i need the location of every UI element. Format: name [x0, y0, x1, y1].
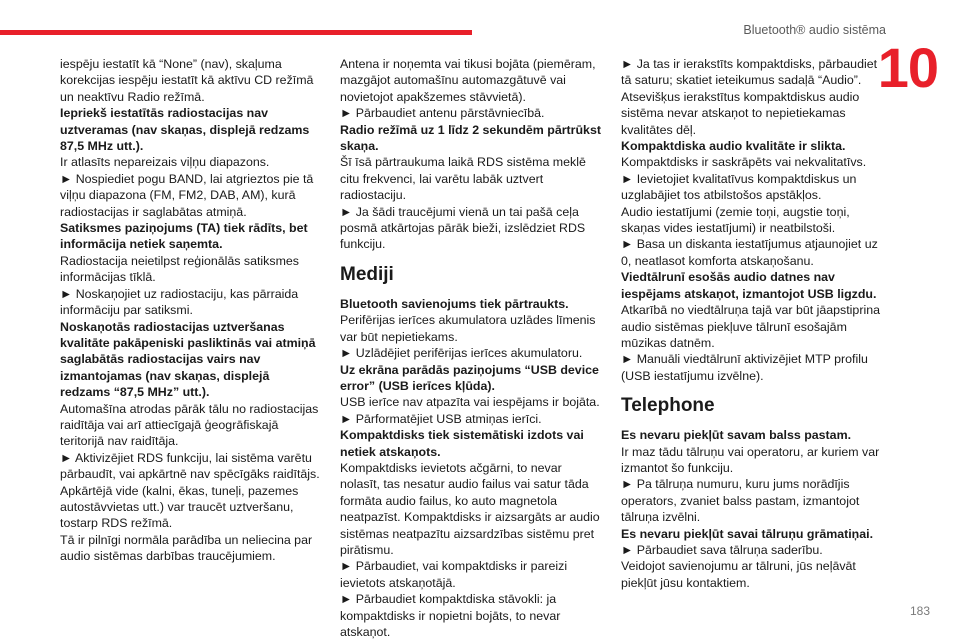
problem-heading: Noskaņotās radiostacijas uztveršanas kvalitāte pakāpeniski pasliktinās vai atmiņā saglabātās radiostacijas vairs nav izmantojamas (nav skaņas, displejā redzams “87,5 MHz” utt.).: [60, 319, 316, 400]
section-title: Bluetooth® audio sistēma: [743, 23, 886, 37]
body-paragraph: Tā ir pilnīgi normāla parādība un neliecina par audio sistēmas darbības traucējumiem.: [60, 532, 313, 564]
body-paragraph: ► Uzlādējiet perifērijas ierīces akumulatoru.: [340, 346, 583, 361]
body-paragraph: ► Nospiediet pogu BAND, lai atgrieztos pie tā viļņu diapazona (FM, FM2, DAB, AM), kurā radiostacijas ir saglabātas atmiņā.: [60, 171, 314, 219]
problem-heading: Es nevaru piekļūt savai tālruņu grāmatiņai.: [621, 526, 874, 541]
body-paragraph: Radiostacija neietilpst reģionālās satiksmes informācijas tīklā.: [60, 253, 299, 285]
problem-heading: Uz ekrāna parādās paziņojums “USB device error” (USB ierīces kļūda).: [340, 362, 599, 393]
body-paragraph: ► Pārbaudiet kompaktdiska stāvokli: ja kompaktdisks ir nopietni bojāts, to nevar atskaņot.: [340, 592, 561, 639]
problem-heading: Satiksmes paziņojums (TA) tiek rādīts, bet informācija netiek saņemta.: [60, 221, 308, 252]
section-heading: Telephone: [621, 395, 715, 417]
body-paragraph: iespēju iestatīt kā “None” (nav), skaļuma korekcijas iespēju iestatīt kā aktīvu CD režīmā un neaktīvu Radio režīmā.: [60, 57, 314, 104]
page-number: 183: [909, 604, 930, 618]
body-paragraph: ► Noskaņojiet uz radiostaciju, kas pārraida informāciju par satiksmi.: [60, 286, 299, 318]
body-paragraph: Veidojot savienojumu ar tālruni, jūs neļāvāt piekļūt jūsu kontaktiem.: [621, 559, 856, 590]
text-column-3: [621, 56, 883, 591]
body-paragraph: ► Pārbaudiet antenu pārstāvniecībā.: [340, 106, 545, 121]
body-paragraph: Automašīna atrodas pārāk tālu no radiostacijas raidītāja vai arī attiecīgajā ģeogrāfiskajā teritorijā nav raidītāja.: [60, 401, 319, 449]
body-paragraph: ► Pārformatējiet USB atmiņas ierīci.: [340, 411, 542, 426]
text-column-1: [60, 56, 322, 565]
body-paragraph: ► Ja šādi traucējumi vienā un tai pašā ceļa posmā atkārtojas pārāk bieži, izslēdziet RDS funkciju.: [340, 204, 586, 252]
body-paragraph: Audio iestatījumi (zemie toņi, augstie toņi, skaņas vides iestatījumi) ir neatbilstoši.: [621, 204, 850, 236]
chapter-number: 10: [877, 36, 938, 99]
section-heading: Mediji: [340, 263, 394, 285]
body-paragraph: Ir atlasīts nepareizais viļņu diapazons.: [60, 155, 270, 170]
text-column-2: [340, 56, 602, 640]
body-paragraph: Atkarībā no viedtālruņa tajā var būt jāapstiprina audio sistēmas piekļuve tālrunī esošajām mūzikas datnēm.: [621, 303, 880, 350]
body-paragraph: Atsevišķus ierakstītus kompaktdiskus audio sistēma nevar atskaņot to nepietiekamas kvalitātes dēļ.: [621, 89, 860, 137]
body-paragraph: ► Pa tālruņa numuru, kuru jums norādījis operators, zvaniet balss pastam, izmantojot tālruņa izvēlni.: [621, 477, 860, 525]
body-paragraph: ► Pārbaudiet, vai kompaktdisks ir pareizi ievietots atskaņotājā.: [340, 559, 568, 590]
body-paragraph: ► Ja tas ir ierakstīts kompaktdisks, pārbaudiet tā saturu; skatiet ieteikumus sadaļā “Audio”.: [621, 57, 878, 88]
body-paragraph: ► Aktivizējiet RDS funkciju, lai sistēma varētu pārbaudīt, vai apkārtnē nav spēcīgāks raidītājs.: [60, 450, 320, 482]
body-paragraph: ► Manuāli viedtālrunī aktivizējiet MTP profilu (USB iestatījumu izvēlne).: [621, 352, 868, 383]
body-paragraph: Kompaktdisks ir saskrāpēts vai nekvalitatīvs.: [621, 155, 867, 170]
problem-heading: Viedtālrunī esošās audio datnes nav iespējams atskaņot, izmantojot USB ligzdu.: [621, 270, 877, 301]
problem-heading: Es nevaru piekļūt savam balss pastam.: [621, 428, 852, 443]
body-paragraph: ► Basa un diskanta iestatījumus atjaunojiet uz 0, neatlasot komforta atskaņošanu.: [621, 237, 878, 268]
header-accent-bar: [0, 30, 472, 35]
problem-heading: Bluetooth savienojums tiek pārtraukts.: [340, 296, 569, 311]
body-paragraph: Šī īsā pārtraukuma laikā RDS sistēma meklē citu frekvenci, lai varētu labāk uztvert radiostaciju.: [340, 155, 586, 203]
problem-heading: Iepriekš iestatītās radiostacijas nav uztveramas (nav skaņas, displejā redzams 87,5 MHz utt.).: [60, 106, 310, 154]
body-paragraph: Kompaktdisks ievietots ačgārni, to nevar nolasīt, tas nesatur audio failus vai satur tāda formāta audio failus, ko auto magnetola neatpazīst. Kompaktdisks ir aizsargāts ar audio sistēmas neatpazītu aizsardzības sistēmu pret pirātismu.: [340, 460, 600, 557]
problem-heading: Radio režīmā uz 1 līdz 2 sekundēm pārtrūkst skaņa.: [340, 122, 601, 154]
body-paragraph: ► Ievietojiet kvalitatīvus kompaktdiskus un uzglabājiet tos atbilstošos apstākļos.: [621, 171, 857, 203]
body-paragraph: Ir maz tādu tālruņu vai operatoru, ar kuriem var izmantot šo funkciju.: [621, 444, 880, 475]
body-paragraph: ► Pārbaudiet sava tālruņa saderību.: [621, 542, 823, 557]
body-paragraph: Antena ir noņemta vai tikusi bojāta (piemēram, mazgājot automašīnu automazgātuvē vai novietojot apakšzemes stāvvietā).: [340, 57, 596, 104]
body-paragraph: Apkārtējā vide (kalni, ēkas, tuneļi, pazemes autostāvvietas utt.) var traucēt uztveršanu, tostarp RDS režīmā.: [60, 483, 299, 531]
problem-heading: Kompaktdisks tiek sistemātiski izdots vai netiek atskaņots.: [340, 428, 584, 459]
body-paragraph: USB ierīce nav atpazīta vai iespējams ir bojāta.: [340, 395, 600, 410]
problem-heading: Kompaktdiska audio kvalitāte ir slikta.: [621, 139, 846, 154]
body-paragraph: Perifērijas ierīces akumulatora uzlādes līmenis var būt nepietiekams.: [340, 313, 596, 344]
